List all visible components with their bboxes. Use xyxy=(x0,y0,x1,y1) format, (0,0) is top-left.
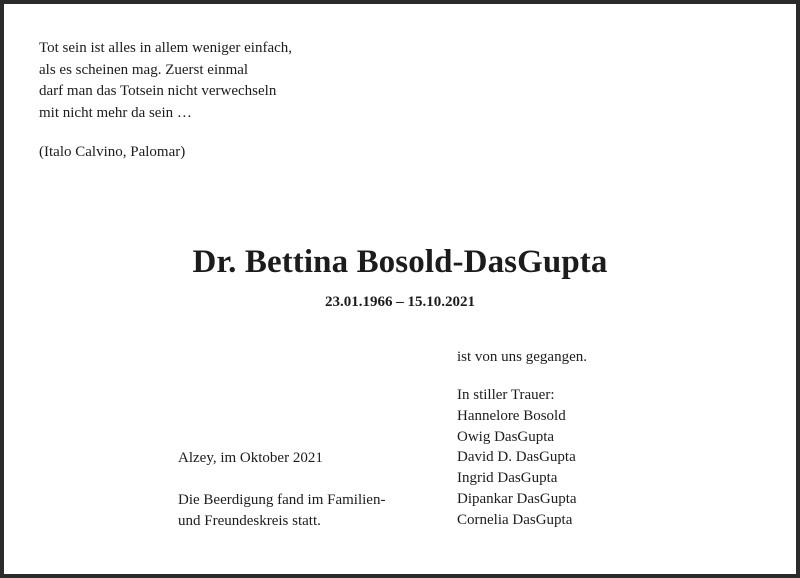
place-and-date: Alzey, im Oktober 2021 xyxy=(178,450,323,466)
funeral-note xyxy=(178,490,385,532)
funeral-line: und Freundeskreis statt. xyxy=(178,512,321,529)
announcement-text: ist von uns gegangen. xyxy=(457,349,587,365)
mourner-name: David D. DasGupta xyxy=(457,449,576,466)
mourners-heading: In stiller Trauer: xyxy=(457,387,555,403)
mourners-list xyxy=(457,385,577,531)
quote-block xyxy=(39,38,292,124)
quote-line: darf man das Totsein nicht verwechseln xyxy=(39,83,277,99)
quote-line: mit nicht mehr da sein … xyxy=(39,104,192,121)
mourner-name: Owig DasGupta xyxy=(457,428,555,445)
life-dates: 23.01.1966 – 15.10.2021 xyxy=(325,294,475,310)
quote-line: als es scheinen mag. Zuerst einmal xyxy=(39,61,249,78)
funeral-line: Die Beerdigung fand im Familien- xyxy=(178,492,386,508)
mourner-name: Dipankar DasGupta xyxy=(457,490,577,507)
mourner-name: Hannelore Bosold xyxy=(457,407,566,424)
mourner-name: Ingrid DasGupta xyxy=(457,470,558,487)
mourner-name: Cornelia DasGupta xyxy=(457,511,573,528)
quote-attribution: (Italo Calvino, Palomar) xyxy=(39,144,186,160)
deceased-name: Dr. Bettina Bosold-DasGupta xyxy=(192,244,608,280)
quote-line: Tot sein ist alles in allem weniger einfach, xyxy=(39,40,293,56)
